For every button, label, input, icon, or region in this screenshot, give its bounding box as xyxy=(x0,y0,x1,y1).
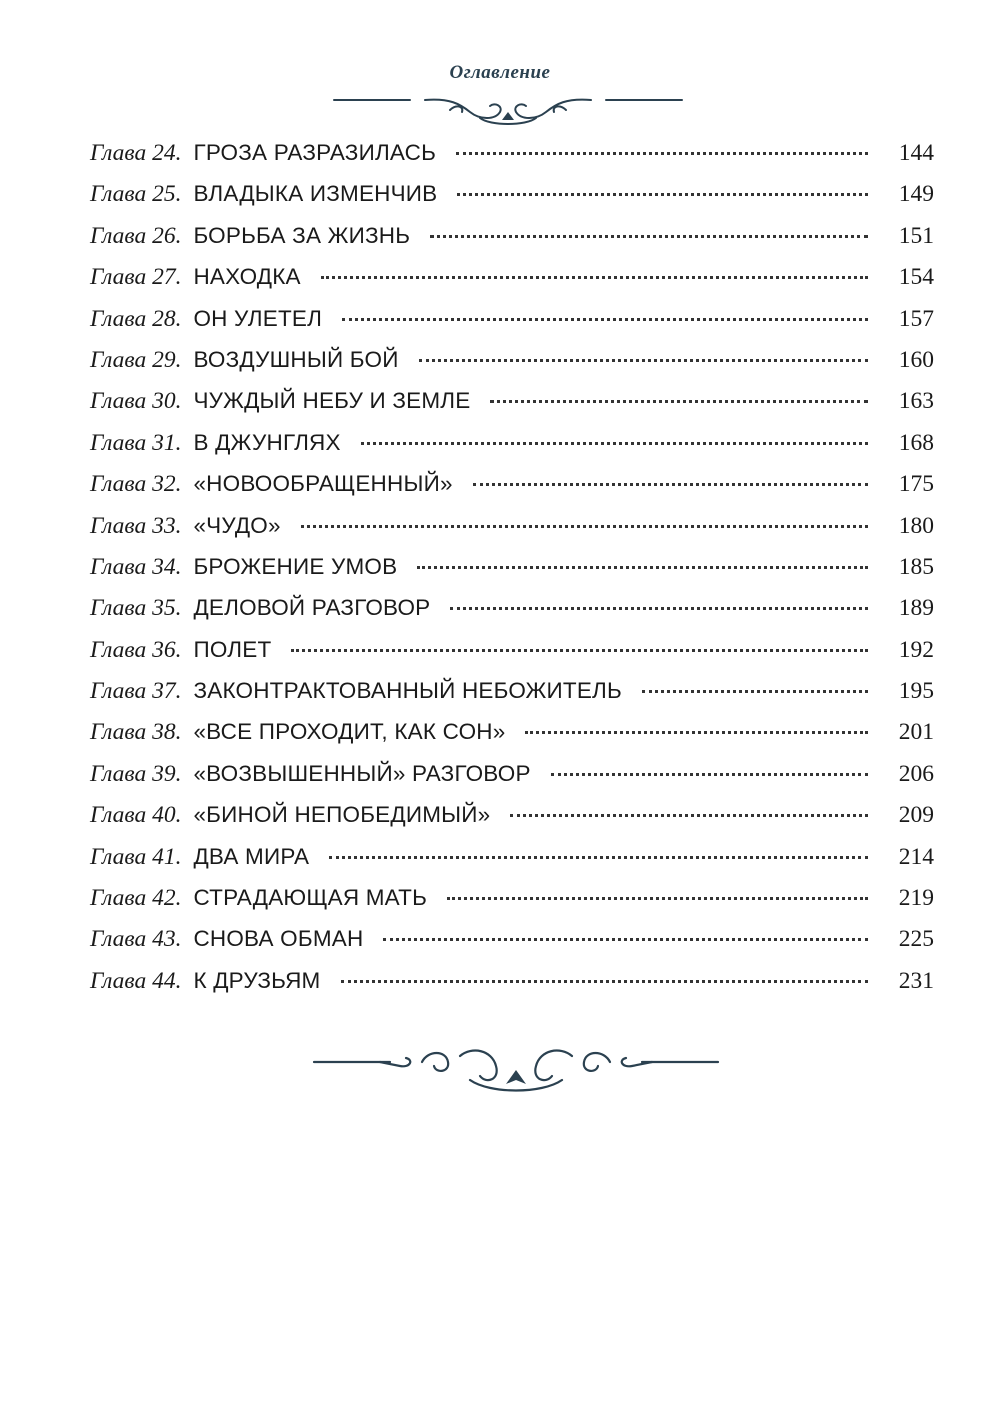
chapter-number: Глава 26. xyxy=(90,222,182,249)
page-number: 201 xyxy=(898,719,934,746)
page-number: 144 xyxy=(898,140,934,166)
chapter-number: Глава 33. xyxy=(90,512,182,539)
chapter-number: Глава 29. xyxy=(90,346,182,373)
page-number: 195 xyxy=(898,678,934,705)
toc-entry-4 xyxy=(90,256,934,297)
chapter-number: Глава 41. xyxy=(90,843,182,870)
toc-entry-12 xyxy=(90,587,934,628)
toc-entry-19 xyxy=(90,877,934,918)
toc-entry-10 xyxy=(90,505,934,546)
chapter-number: Глава 43. xyxy=(90,926,182,953)
toc-entry-17 xyxy=(90,794,934,835)
page-number: 225 xyxy=(898,926,934,953)
toc-entry-20 xyxy=(90,918,934,959)
page-number: 192 xyxy=(898,636,934,663)
page-number: 180 xyxy=(898,512,934,539)
chapter-number: Глава 24. xyxy=(90,140,182,166)
dot-leader xyxy=(329,856,868,859)
toc-entry-16 xyxy=(90,753,934,794)
dot-leader xyxy=(383,938,868,941)
toc-entry-5 xyxy=(90,298,934,339)
chapter-title: ВОЗДУШНЫЙ БОЙ xyxy=(193,346,399,372)
chapter-number: Глава 35. xyxy=(90,595,182,622)
dot-leader xyxy=(430,235,868,238)
chapter-title: ЗАКОНТРАКТОВАННЫЙ НЕБОЖИТЕЛЬ xyxy=(193,678,622,704)
chapter-number: Глава 31. xyxy=(90,429,182,456)
chapter-title: «ВОЗВЫШЕННЫЙ» РАЗГОВОР xyxy=(193,760,531,786)
toc-entry-11 xyxy=(90,546,934,587)
page-number: 168 xyxy=(898,429,934,456)
toc-entry-18 xyxy=(90,836,934,877)
chapter-number: Глава 27. xyxy=(90,264,182,291)
dot-leader xyxy=(473,483,868,486)
dot-leader xyxy=(457,193,868,196)
dot-leader xyxy=(341,980,869,983)
page-number: 209 xyxy=(898,802,934,829)
dot-leader xyxy=(510,814,868,817)
toc-entry-15 xyxy=(90,711,934,752)
chapter-title: К ДРУЗЬЯМ xyxy=(193,967,321,993)
dot-leader xyxy=(419,359,868,362)
chapter-title: БОРЬБА ЗА ЖИЗНЬ xyxy=(193,222,411,248)
toc-entry-3 xyxy=(90,215,934,256)
page-number: 157 xyxy=(898,305,934,332)
page-number: 149 xyxy=(898,181,934,208)
chapter-title: ГРОЗА РАЗРАЗИЛАСЬ xyxy=(193,140,437,165)
chapter-number: Глава 44. xyxy=(90,967,182,994)
page-number: 214 xyxy=(898,843,934,870)
page-header xyxy=(0,62,1000,84)
chapter-title: ДВА МИРА xyxy=(193,843,310,869)
dot-leader xyxy=(342,318,868,321)
page-number: 175 xyxy=(898,471,934,498)
dot-leader xyxy=(525,731,868,734)
running-title: Оглавление xyxy=(449,62,551,83)
chapter-title: НАХОДКА xyxy=(193,264,301,290)
chapter-title: ПОЛЕТ xyxy=(193,636,272,662)
page-number: 185 xyxy=(898,553,934,580)
page-number: 151 xyxy=(898,222,934,249)
chapter-title: «ВСЕ ПРОХОДИТ, КАК СОН» xyxy=(193,719,506,745)
toc-entry-13 xyxy=(90,629,934,670)
chapter-number: Глава 39. xyxy=(90,760,182,787)
chapter-number: Глава 37. xyxy=(90,678,182,705)
dot-leader xyxy=(361,442,868,445)
chapter-number: Глава 42. xyxy=(90,885,182,912)
page-number: 219 xyxy=(898,885,934,912)
toc-entry-6 xyxy=(90,339,934,380)
dot-leader xyxy=(417,566,868,569)
page-number: 163 xyxy=(898,388,934,415)
dot-leader xyxy=(490,400,868,403)
chapter-number: Глава 30. xyxy=(90,388,182,415)
chapter-number: Глава 34. xyxy=(90,553,182,580)
dot-leader xyxy=(551,773,868,776)
top-flourish-ornament xyxy=(330,90,686,130)
page-number: 154 xyxy=(898,264,934,291)
page-number: 160 xyxy=(898,346,934,373)
chapter-title: ВЛАДЫКА ИЗМЕНЧИВ xyxy=(193,181,438,207)
dot-leader xyxy=(291,649,868,652)
chapter-title: «НОВООБРАЩЕННЫЙ» xyxy=(193,471,453,497)
page-number: 206 xyxy=(898,760,934,787)
dot-leader xyxy=(321,276,868,279)
dot-leader xyxy=(642,690,868,693)
chapter-number: Глава 25. xyxy=(90,181,182,208)
chapter-title: БРОЖЕНИЕ УМОВ xyxy=(193,553,398,579)
bottom-flourish-ornament xyxy=(310,1040,722,1102)
chapter-number: Глава 32. xyxy=(90,471,182,498)
dot-leader xyxy=(447,897,868,900)
dot-leader xyxy=(301,525,868,528)
toc-entry-1 xyxy=(90,132,934,173)
chapter-title: СТРАДАЮЩАЯ МАТЬ xyxy=(193,885,428,911)
page-number: 189 xyxy=(898,595,934,622)
chapter-title: ЧУЖДЫЙ НЕБУ И ЗЕМЛЕ xyxy=(193,388,471,414)
chapter-title: СНОВА ОБМАН xyxy=(193,926,364,952)
dot-leader xyxy=(450,607,868,610)
toc-entry-14 xyxy=(90,670,934,711)
chapter-number: Глава 36. xyxy=(90,636,182,663)
chapter-title: В ДЖУНГЛЯХ xyxy=(193,429,341,455)
chapter-number: Глава 38. xyxy=(90,719,182,746)
page-number: 231 xyxy=(898,967,934,994)
toc-entry-2 xyxy=(90,173,934,214)
table-of-contents xyxy=(90,132,934,1001)
chapter-title: «ЧУДО» xyxy=(193,512,281,538)
chapter-title: ОН УЛЕТЕЛ xyxy=(193,305,323,331)
toc-entry-9 xyxy=(90,463,934,504)
chapter-number: Глава 28. xyxy=(90,305,182,332)
dot-leader xyxy=(456,152,868,155)
toc-entry-8 xyxy=(90,422,934,463)
chapter-title: ДЕЛОВОЙ РАЗГОВОР xyxy=(193,595,431,621)
chapter-title: «БИНОЙ НЕПОБЕДИМЫЙ» xyxy=(193,802,491,828)
toc-entry-21 xyxy=(90,960,934,1001)
chapter-number: Глава 40. xyxy=(90,802,182,829)
toc-entry-7 xyxy=(90,380,934,421)
